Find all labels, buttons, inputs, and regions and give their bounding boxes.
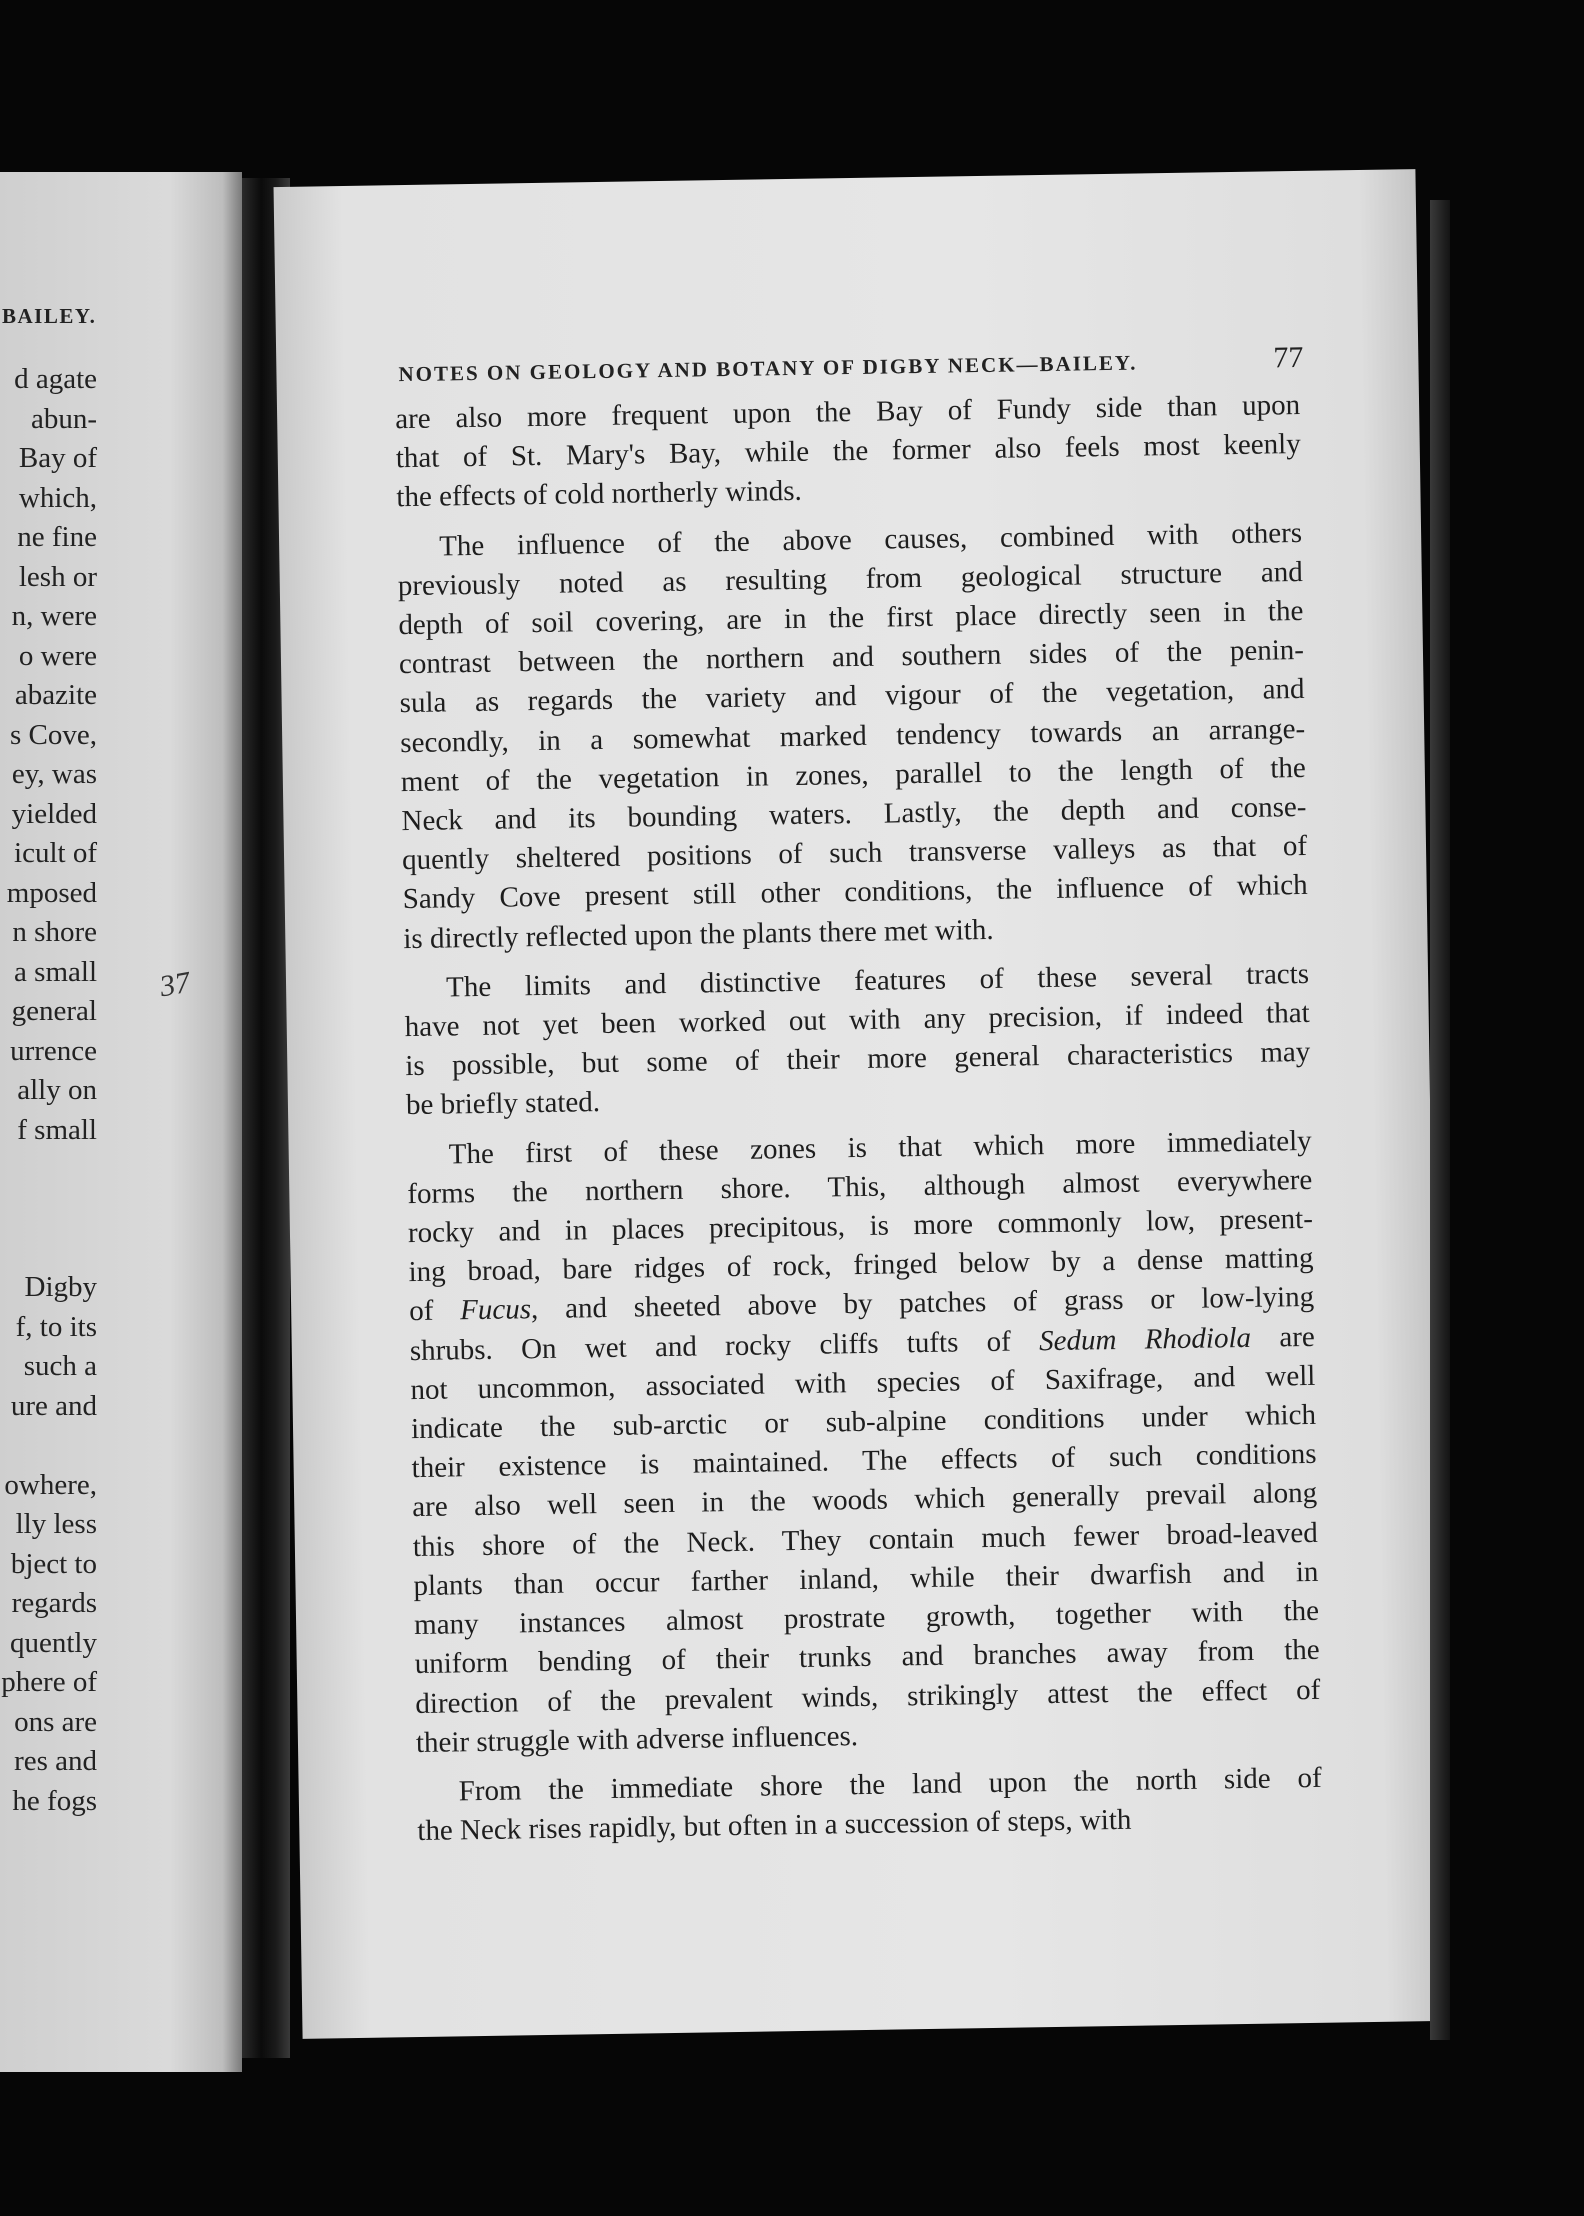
body-text xyxy=(395,386,1323,1861)
text-line: Sandy Cove present still other conditions, the influence of which xyxy=(402,869,1308,916)
left-page-line: Bay of xyxy=(18,442,97,474)
left-page-line: which, xyxy=(18,481,97,514)
text-line: is directly reflected upon the plants there met with. xyxy=(403,913,994,955)
text-line: indicate the sub-arctic or sub-alpine conditions under which xyxy=(410,1398,1317,1446)
left-page-line: res and xyxy=(14,1745,97,1777)
text-line: ment of the vegetation in zones, parallel to the length of the xyxy=(400,751,1307,798)
left-page-line: icult of xyxy=(14,837,97,869)
running-head xyxy=(398,341,1303,389)
left-page-line: d agate xyxy=(14,363,97,395)
left-page-line: yielded xyxy=(11,797,97,830)
left-page-line: ons are xyxy=(14,1705,97,1738)
left-page-line: ure and xyxy=(10,1389,97,1422)
left-page-line: o were xyxy=(18,639,97,672)
text-line: their struggle with adverse influences. xyxy=(415,1719,859,1759)
text-line: forms the northern shore. This, although almost everywhere xyxy=(407,1163,1313,1210)
left-page-line: n shore xyxy=(12,916,97,948)
text-line: The influence of the above causes, combined with others xyxy=(438,516,1303,563)
left-page-line: ne fine xyxy=(17,521,97,553)
left-page-line: s Cove, xyxy=(10,718,97,751)
left-page-line: quently xyxy=(10,1626,97,1659)
left-page-line: n, were xyxy=(11,600,97,632)
left-page-line: general xyxy=(11,995,97,1027)
left-page-line: Digby xyxy=(24,1271,97,1303)
text-line: have not yet been worked out with any precision, if indeed that xyxy=(404,996,1310,1044)
left-page-line: owhere, xyxy=(4,1468,97,1501)
left-page-line: a small xyxy=(14,955,97,988)
left-page-line: mposed xyxy=(6,876,97,909)
left-page-line: ally on xyxy=(17,1074,97,1106)
text-line: direction of the prevalent winds, strikingly attest the effect of xyxy=(415,1673,1321,1720)
text-line: The limits and distinctive features of these several tracts xyxy=(445,957,1310,1004)
left-page-line: urrence xyxy=(10,1034,97,1067)
paragraph xyxy=(395,386,1302,518)
left-page-line: abun- xyxy=(30,402,97,435)
left-page-line: he fogs xyxy=(12,1784,97,1817)
text-line: ing broad, bare ridges of rock, fringed below by a dense matting xyxy=(408,1242,1314,1289)
left-page-line: lesh or xyxy=(18,560,97,593)
left-page-line: lly less xyxy=(15,1508,97,1540)
text-line: sula as regards the variety and vigour of the vegetation, and xyxy=(399,673,1305,720)
main-page xyxy=(274,169,1445,2039)
text-line: secondly, in a somewhat marked tendency towards an arrange- xyxy=(400,712,1306,759)
text-line: previously noted as resulting from geological structure and xyxy=(397,555,1303,602)
paragraph xyxy=(404,955,1311,1126)
text-line: be briefly stated. xyxy=(405,1086,601,1122)
text-line: plants than occur farther inland, while their dwarfish and in xyxy=(413,1555,1319,1602)
left-page-line: abazite xyxy=(14,679,97,711)
text-line: are also more frequent upon the Bay of Fundy side than upon xyxy=(394,388,1301,436)
page-number: 77 xyxy=(1273,340,1304,375)
text-line: not uncommon, associated with species of Saxifrage, and well xyxy=(410,1359,1316,1406)
text-line: rocky and in places precipitous, is more commonly low, present- xyxy=(407,1202,1314,1250)
left-page-gap xyxy=(0,1150,97,1268)
margin-note: 37 xyxy=(157,965,193,1004)
left-page-line xyxy=(0,1426,97,1466)
text-line: of Fucus, and sheeted above by patches of grass or low-lying xyxy=(408,1281,1315,1328)
running-title: NOTES ON GEOLOGY AND BOTANY OF DIGBY NECK—BAILEY. xyxy=(398,350,1138,387)
left-page-line: ey, was xyxy=(11,758,97,790)
previous-page xyxy=(0,172,242,2072)
page-edge xyxy=(1430,200,1450,2040)
left-page-line: bject to xyxy=(10,1547,97,1580)
text-line: that of St. Mary's Bay, while the former also feels most keenly xyxy=(395,428,1301,475)
left-page-line: such a xyxy=(23,1350,97,1382)
text-line: their existence is maintained. The effects of such conditions xyxy=(411,1438,1317,1485)
text-line: From the immediate shore the land upon the north side of xyxy=(458,1761,1322,1808)
text-line: many instances almost prostrate growth, together with the xyxy=(413,1594,1320,1642)
text-line: uniform bending of their trunks and branches away from the xyxy=(414,1634,1320,1681)
text-line: quently sheltered positions of such transverse valleys as that of xyxy=(401,830,1308,877)
left-page-text xyxy=(0,360,97,1821)
left-page-line: phere of xyxy=(1,1666,97,1698)
text-line: Neck and its bounding waters. Lastly, the depth and conse- xyxy=(401,790,1307,838)
text-line: depth of soil covering, are in the first place directly seen in the xyxy=(398,594,1304,642)
left-page-line: regards xyxy=(11,1587,97,1619)
text-line: is possible, but some of their more general characteristics may xyxy=(405,1036,1311,1083)
text-line: The first of these zones is that which more immediately xyxy=(448,1124,1312,1171)
left-page-line: f small xyxy=(17,1113,97,1146)
text-line: shrubs. On wet and rocky cliffs tufts of Sedum Rhodiola are xyxy=(409,1320,1315,1367)
text-line: the effects of cold northerly winds. xyxy=(396,475,802,514)
paragraph xyxy=(416,1759,1322,1852)
text-line: the Neck rises rapidly, but often in a succession of steps, with xyxy=(417,1803,1132,1848)
paragraph xyxy=(406,1122,1321,1763)
text-line: contrast between the northern and southern sides of the penin- xyxy=(398,634,1305,681)
text-line: this shore of the Neck. They contain much fewer broad-leaved xyxy=(412,1516,1319,1563)
left-running-head: BAILEY. xyxy=(2,304,97,328)
left-page-line: f, to its xyxy=(15,1310,97,1343)
paragraph xyxy=(397,514,1309,959)
text-line: are also well seen in the woods which generally prevail along xyxy=(412,1477,1318,1524)
